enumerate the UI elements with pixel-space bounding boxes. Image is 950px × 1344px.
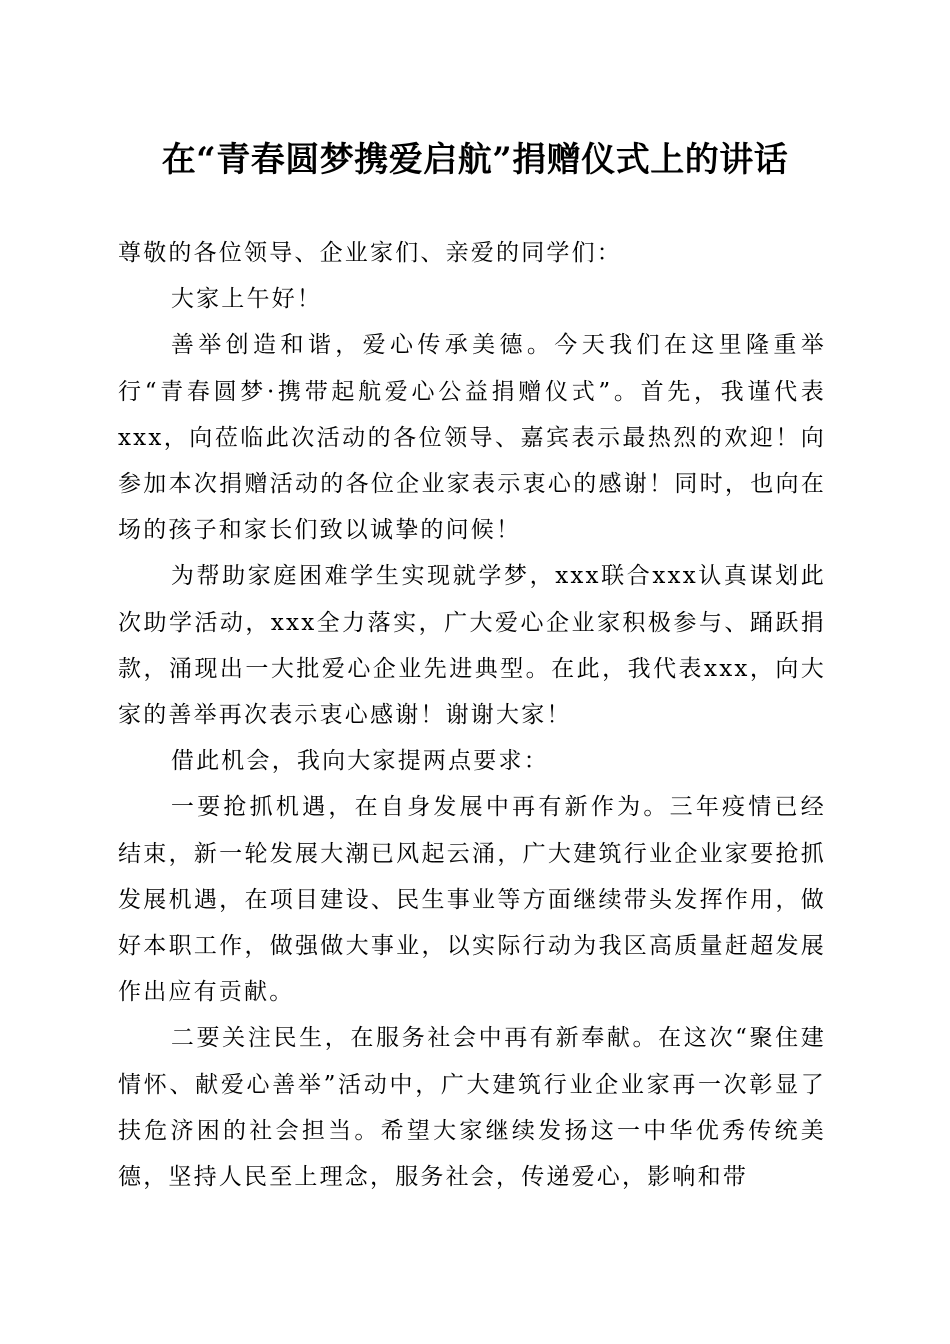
paragraph-requirement-one: 一要抢抓机遇，在自身发展中再有新作为。三年疫情已经结束，新一轮发展大潮已风起云涌，广大建筑行业企业家要抢抓发展机遇，在项目建设、民生事业等方面继续带头发挥作用，做好本职工作，做强做大事业，以实际行动为我区高质量赶超发展作出应有贡献。 [118,794,826,1006]
salutation: 尊敬的各位领导、企业家们、亲爱的同学们： [118,240,622,266]
document-body [118,230,826,1200]
paragraph-requirement-two: 二要关注民生，在服务社会中再有新奉献。在这次“聚住建情怀、献爱心善举”活动中，广大建筑行业企业家再一次彰显了扶危济困的社会担当。希望大家继续发扬这一中华优秀传统美德，坚持人民至上理念，服务社会，传递爱心，影响和带 [118,1025,826,1191]
paragraph-requirements-intro: 借此机会，我向大家提两点要求： [170,748,549,775]
document-title: 在“青春圆梦携爱启航”捐赠仪式上的讲话 [161,140,789,180]
paragraph-greeting: 大家上午好！ [170,286,323,313]
paragraph-thanks: 为帮助家庭困难学生实现就学梦，xxx联合xxx认真谋划此次助学活动，xxx全力落实，广大爱心企业家积极参与、踊跃捐款，涌现出一大批爱心企业先进典型。在此，我代表xxx，向大家的善举再次表示衷心感谢！谢谢大家！ [118,563,826,729]
paragraph-welcome: 善举创造和谐，爱心传承美德。今天我们在这里隆重举行“青春圆梦·携带起航爱心公益捐赠仪式”。首先，我谨代表xxx，向莅临此次活动的各位领导、嘉宾表示最热烈的欢迎！向参加本次捐赠活动的各位企业家表示衷心的感谢！同时，也向在场的孩子和家长们致以诚挚的问候！ [118,332,826,544]
